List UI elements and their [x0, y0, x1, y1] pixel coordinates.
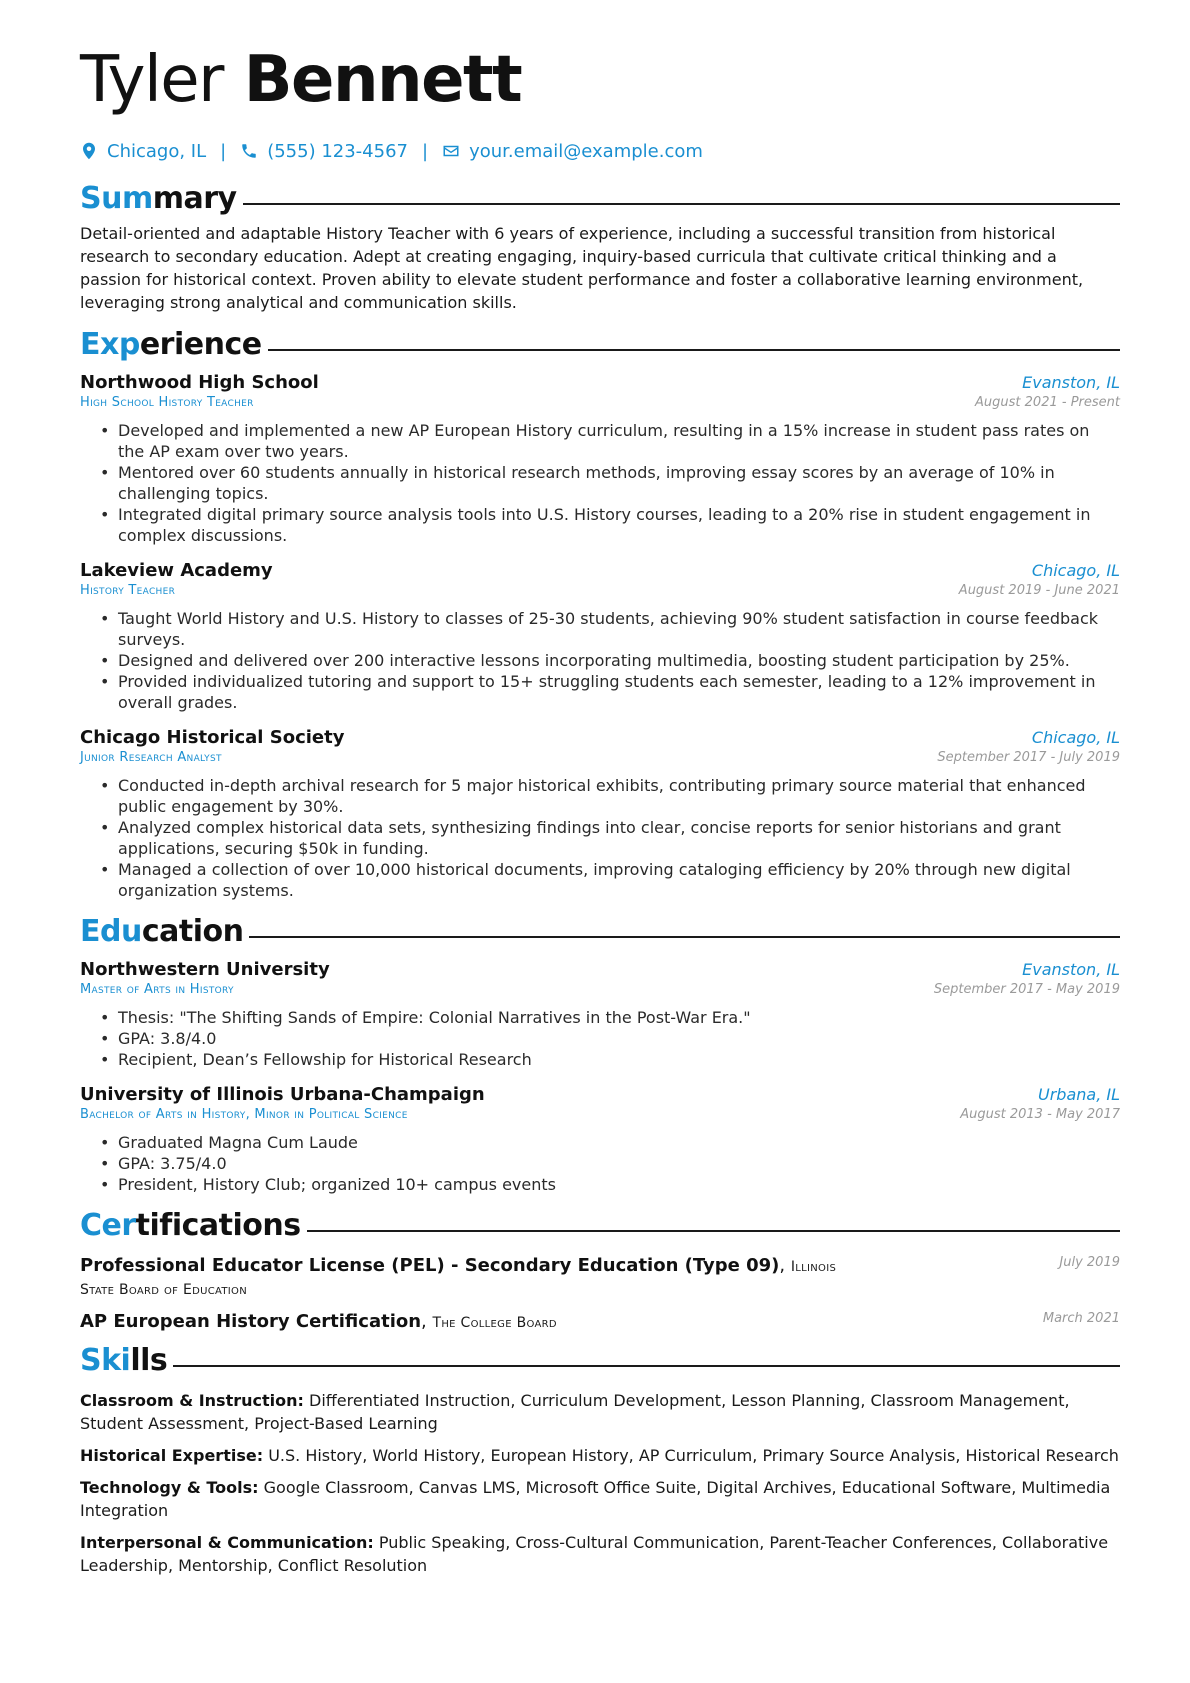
skill-group — [80, 1444, 1120, 1467]
bullet-item: • Graduated Magna Cum Laude — [100, 1132, 1120, 1153]
phone-text: (555) 123-4567 — [267, 140, 408, 162]
certification-item: Professional Educator License (PEL) - Secondary Education (Type 09), Illinois State Board of Education July 2019 — [80, 1255, 1120, 1301]
job-location: Chicago, IL — [1031, 728, 1120, 747]
employer-name: Northwood High School — [80, 372, 319, 393]
education-entry — [80, 1084, 1120, 1195]
job-dates: August 2021 - Present — [975, 395, 1120, 410]
school-location: Evanston, IL — [1022, 960, 1120, 979]
bullet-item: • Taught World History and U.S. History to classes of 25-30 students, achieving 90% student satisfaction in course feedback surveys. — [100, 608, 1120, 650]
title-rest: mary — [152, 180, 237, 216]
skill-group — [80, 1531, 1120, 1577]
section-title — [80, 1208, 301, 1243]
first-name: Tyler — [80, 43, 223, 117]
job-title: Junior Research Analyst — [80, 750, 222, 765]
experience-entry — [80, 560, 1120, 713]
job-location: Chicago, IL — [1031, 561, 1120, 580]
title-accent: Sum — [80, 180, 153, 216]
degree: Master of Arts in History — [80, 982, 234, 997]
experience-entry — [80, 372, 1120, 546]
certification-item: AP European History Certification, The College Board March 2021 — [80, 1311, 1120, 1332]
skill-group — [80, 1389, 1120, 1435]
section-divider — [307, 1230, 1120, 1232]
candidate-name — [80, 40, 1120, 120]
bullet-list — [80, 1007, 1120, 1070]
certification-date: March 2021 — [1042, 1311, 1120, 1326]
skill-label: Classroom & Instruction: — [80, 1391, 304, 1410]
section-divider — [268, 349, 1120, 351]
education-entry — [80, 959, 1120, 1070]
section-divider — [249, 936, 1120, 938]
summary-text: Detail-oriented and adaptable History Teacher with 6 years of experience, including a successful transition from historical research to secondary education. Adept at creating engaging, inquiry-based curricula that cultivate critical thinking and a passion for historical context. Proven ability to elevate student performance and foster a collaborative learning environment, leveraging strong analytical and communication skills. — [80, 224, 1084, 312]
bullet-item: • Managed a collection of over 10,000 historical documents, improving cataloging efficiency by 20% through new digital organization systems. — [100, 859, 1120, 901]
experience-entry — [80, 727, 1120, 901]
bullet-item: • Recipient, Dean’s Fellowship for Historical Research — [100, 1049, 1120, 1070]
envelope-icon — [442, 142, 460, 160]
bullet-item: • Provided individualized tutoring and support to 15+ struggling students each semester, leading to a 12% improvement in overall grades. — [100, 671, 1120, 713]
email-text: your.email@example.com — [469, 140, 703, 162]
skill-values: Differentiated Instruction, Curriculum Development, Lesson Planning, Classroom Management, Student Assessment, Project-Based Learning — [80, 1391, 1070, 1433]
certification-date: July 2019 — [1059, 1255, 1120, 1270]
skill-group — [80, 1476, 1120, 1522]
bullet-list — [80, 1132, 1120, 1195]
job-title: History Teacher — [80, 583, 176, 598]
bullet-item: • Integrated digital primary source analysis tools into U.S. History courses, leading to a 20% rise in student engagement in complex discussions. — [100, 504, 1120, 546]
bullet-item: • President, History Club; organized 10+ campus events — [100, 1174, 1120, 1195]
bullet-item: • Analyzed complex historical data sets, synthesizing findings into clear, concise reports for senior historians and grant applications, securing $50k in funding. — [100, 817, 1120, 859]
employer-name: Chicago Historical Society — [80, 727, 345, 748]
title-accent: Edu — [80, 913, 142, 949]
contact-location — [80, 141, 206, 162]
bullet-list — [80, 420, 1120, 546]
contact-separator: | — [422, 140, 429, 162]
section-title — [80, 1343, 167, 1378]
skill-label: Historical Expertise: — [80, 1446, 264, 1465]
certification-title: AP European History Certification — [80, 1311, 422, 1332]
summary-heading — [80, 178, 1120, 218]
title-rest: tifications — [135, 1207, 301, 1243]
experience-heading — [80, 324, 1120, 364]
skill-values: Public Speaking, Cross-Cultural Communication, Parent-Teacher Conferences, Collaborative Leadership, Mentorship, Conflict Resolution — [80, 1533, 1109, 1575]
bullet-item: • Developed and implemented a new AP European History curriculum, resulting in a 15% increase in student pass rates on the AP exam over two years. — [100, 420, 1120, 462]
degree: Bachelor of Arts in History, Minor in Political Science — [80, 1107, 408, 1122]
bullet-item: • GPA: 3.8/4.0 — [100, 1028, 1120, 1049]
bullet-list — [80, 608, 1120, 713]
employer-name: Lakeview Academy — [80, 560, 273, 581]
job-location: Evanston, IL — [1022, 373, 1120, 392]
title-rest: erience — [139, 326, 262, 362]
title-accent: Exp — [80, 326, 140, 362]
title-accent: Cer — [80, 1207, 136, 1243]
section-title — [80, 181, 237, 216]
bullet-item: • Designed and delivered over 200 interactive lessons incorporating multimedia, boosting student participation by 25%. — [100, 650, 1120, 671]
education-heading — [80, 911, 1120, 951]
location-text: Chicago, IL — [107, 140, 207, 162]
certification-title: Professional Educator License (PEL) - Secondary Education (Type 09) — [80, 1255, 780, 1276]
certification-issuer: The College Board — [432, 1315, 557, 1331]
section-title — [80, 327, 262, 362]
job-dates: August 2019 - June 2021 — [958, 583, 1120, 598]
bullet-item: • Conducted in-depth archival research for 5 major historical exhibits, contributing primary source material that enhanced public engagement by 30%. — [100, 775, 1120, 817]
title-accent: Ski — [80, 1342, 131, 1378]
skill-values: U.S. History, World History, European History, AP Curriculum, Primary Source Analysis, Historical Research — [268, 1446, 1119, 1465]
bullet-item: • Thesis: "The Shifting Sands of Empire: Colonial Narratives in the Post-War Era." — [100, 1007, 1120, 1028]
skill-values: Google Classroom, Canvas LMS, Microsoft Office Suite, Digital Archives, Educational Software, Multimedia Integration — [80, 1478, 1111, 1520]
school-name: Northwestern University — [80, 959, 330, 980]
last-name: Bennett — [243, 43, 522, 117]
school-dates: August 2013 - May 2017 — [960, 1107, 1120, 1122]
map-pin-icon — [80, 142, 98, 160]
skills-heading — [80, 1340, 1120, 1380]
title-rest: cation — [141, 913, 244, 949]
contact-line — [80, 136, 1120, 166]
certifications-heading — [80, 1205, 1120, 1245]
bullet-item: • GPA: 3.75/4.0 — [100, 1153, 1120, 1174]
job-title: High School History Teacher — [80, 395, 254, 410]
section-divider — [173, 1365, 1120, 1367]
contact-separator: | — [220, 140, 227, 162]
school-name: University of Illinois Urbana-Champaign — [80, 1084, 485, 1105]
school-location: Urbana, IL — [1038, 1085, 1120, 1104]
skill-label: Technology & Tools: — [80, 1478, 259, 1497]
bullet-item: • Mentored over 60 students annually in historical research methods, improving essay scores by an average of 10% in challenging topics. — [100, 462, 1120, 504]
school-dates: September 2017 - May 2019 — [933, 982, 1120, 997]
contact-email[interactable] — [442, 141, 703, 162]
bullet-list — [80, 775, 1120, 901]
resume-page — [80, 40, 1120, 1577]
skill-label: Interpersonal & Communication: — [80, 1533, 374, 1552]
contact-phone[interactable] — [240, 141, 408, 162]
section-divider — [243, 203, 1120, 205]
section-title — [80, 914, 243, 949]
job-dates: September 2017 - July 2019 — [937, 750, 1120, 765]
phone-icon — [240, 142, 258, 160]
certification-issuer: Illinois State Board of Education — [80, 1259, 837, 1298]
title-rest: lls — [130, 1342, 168, 1378]
